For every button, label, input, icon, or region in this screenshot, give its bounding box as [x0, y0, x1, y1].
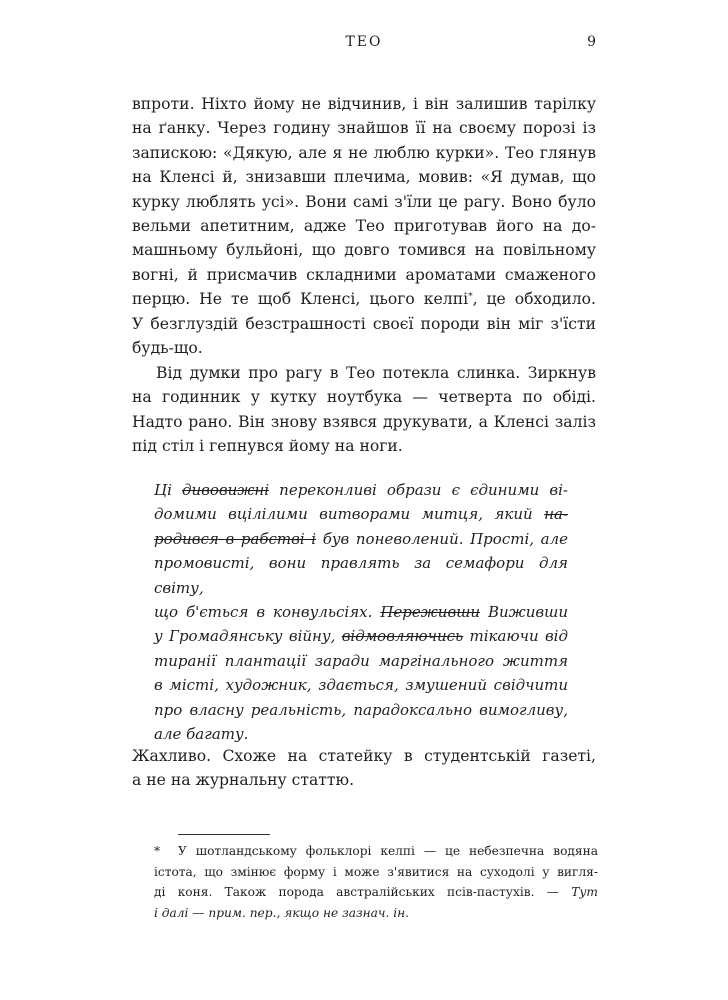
struck-text: відмовляючись: [341, 627, 464, 646]
text-line: У безглуздій безстрашності своєї породи він міг з'їсти: [132, 314, 596, 333]
quote-text: тікаючи від: [463, 627, 568, 646]
running-title: ТЕО: [345, 34, 383, 50]
text-line: вельми апетитним, адже Тео приготував його на до-: [132, 217, 596, 236]
quote-line: [154, 502, 568, 526]
quote-line: промовисті, вони правлять за семафори для світу,: [154, 554, 568, 597]
struck-text: на-: [544, 505, 568, 524]
struck-text: Переживши: [380, 603, 481, 622]
quote-line: [154, 600, 568, 624]
quote-text: у Громадянську війну,: [154, 627, 342, 646]
quote-text: Ці: [154, 481, 182, 499]
quote-text: домими вцілілими витворами митця, який: [154, 505, 545, 524]
paragraph-2: [132, 361, 596, 459]
text-line: Жахливо. Схоже на статейку в студентській газеті,: [132, 747, 596, 765]
text-line: Від думки про рагу в Тео потекла слинка. Зиркнув: [156, 364, 596, 382]
footnote-reference[interactable]: *: [468, 292, 473, 303]
text-line: під стіл і гепнувся йому на ноги.: [132, 437, 403, 456]
footnote: [154, 841, 598, 923]
text-fragment: , це обходило.: [472, 290, 596, 309]
text-line: машньому бульйоні, що довго томився на повільному: [132, 241, 596, 260]
quote-line: тиранії плантації заради маргінального життя: [154, 651, 568, 670]
text-line: курку люблять усі». Вони самі з'їли це рагу. Воно було: [132, 192, 596, 211]
quote-line: [154, 527, 568, 551]
footnote-italic-text: і далі — прим. пер., якщо не зазнач. ін.: [154, 905, 410, 920]
text-line: вогні, й присмачив складними ароматами смаженого: [132, 265, 596, 284]
text-fragment: перцю. Не те щоб Кленсі, цього келпі: [132, 290, 469, 309]
quote-text: Виживши: [480, 603, 568, 622]
text-line: на Кленсі й, знизавши плечима, мовив: «Я думав, що: [132, 168, 596, 187]
footnote-marker: *: [154, 844, 161, 858]
footnote-line: У шотландському фольклорі келпі — це небезпечна водяна: [178, 844, 598, 858]
quote-line: про власну реальність, парадоксально вимогливу,: [154, 700, 568, 719]
footnote-line: істота, що змінює форму і може з'явитися на суходолі у вигля-: [154, 864, 598, 879]
quote-text: що б'ється в конвульсіях.: [154, 603, 381, 622]
text-line: запискою: «Дякую, але я не люблю курки». Тео глянув: [132, 143, 596, 162]
text-line: [132, 287, 596, 311]
text-line: будь-що.: [132, 339, 203, 358]
page-number: 9: [587, 34, 596, 50]
footnote-line: [154, 882, 598, 903]
footnote-divider: [178, 834, 270, 835]
draft-quote-block: [154, 478, 568, 746]
footnote-italic-text: Тут: [571, 885, 598, 899]
running-header: [0, 34, 728, 54]
footnote-text: ді коня. Також порода австралійських псів-пастухів. —: [154, 885, 572, 899]
quote-line: [154, 478, 568, 502]
quote-text: був поневолений. Прості, але: [316, 529, 568, 548]
struck-text: родився в рабстві і: [154, 529, 317, 548]
struck-text: дивовижні: [182, 481, 270, 499]
quote-line: в місті, художник, здається, змушений свідчити: [154, 676, 568, 695]
text-line: а не на журнальну статтю.: [132, 771, 355, 790]
paragraph-3: [132, 744, 596, 793]
paragraph-1: [132, 92, 596, 360]
footnote-line: [154, 903, 598, 924]
quote-line: [154, 624, 568, 648]
text-line: Надто рано. Він знову взявся друкувати, а Кленсі заліз: [132, 412, 596, 431]
text-line: впроти. Ніхто йому не відчинив, і він залишив тарілку: [132, 95, 596, 113]
text-line: на годинник у кутку ноутбука — четверта по обіді.: [132, 388, 596, 407]
quote-line: але багату.: [154, 725, 249, 744]
text-line: на ґанку. Через годину знайшов її на своєму порозі із: [132, 119, 596, 138]
quote-text: переконливі образи є єдиними ві-: [269, 481, 568, 499]
